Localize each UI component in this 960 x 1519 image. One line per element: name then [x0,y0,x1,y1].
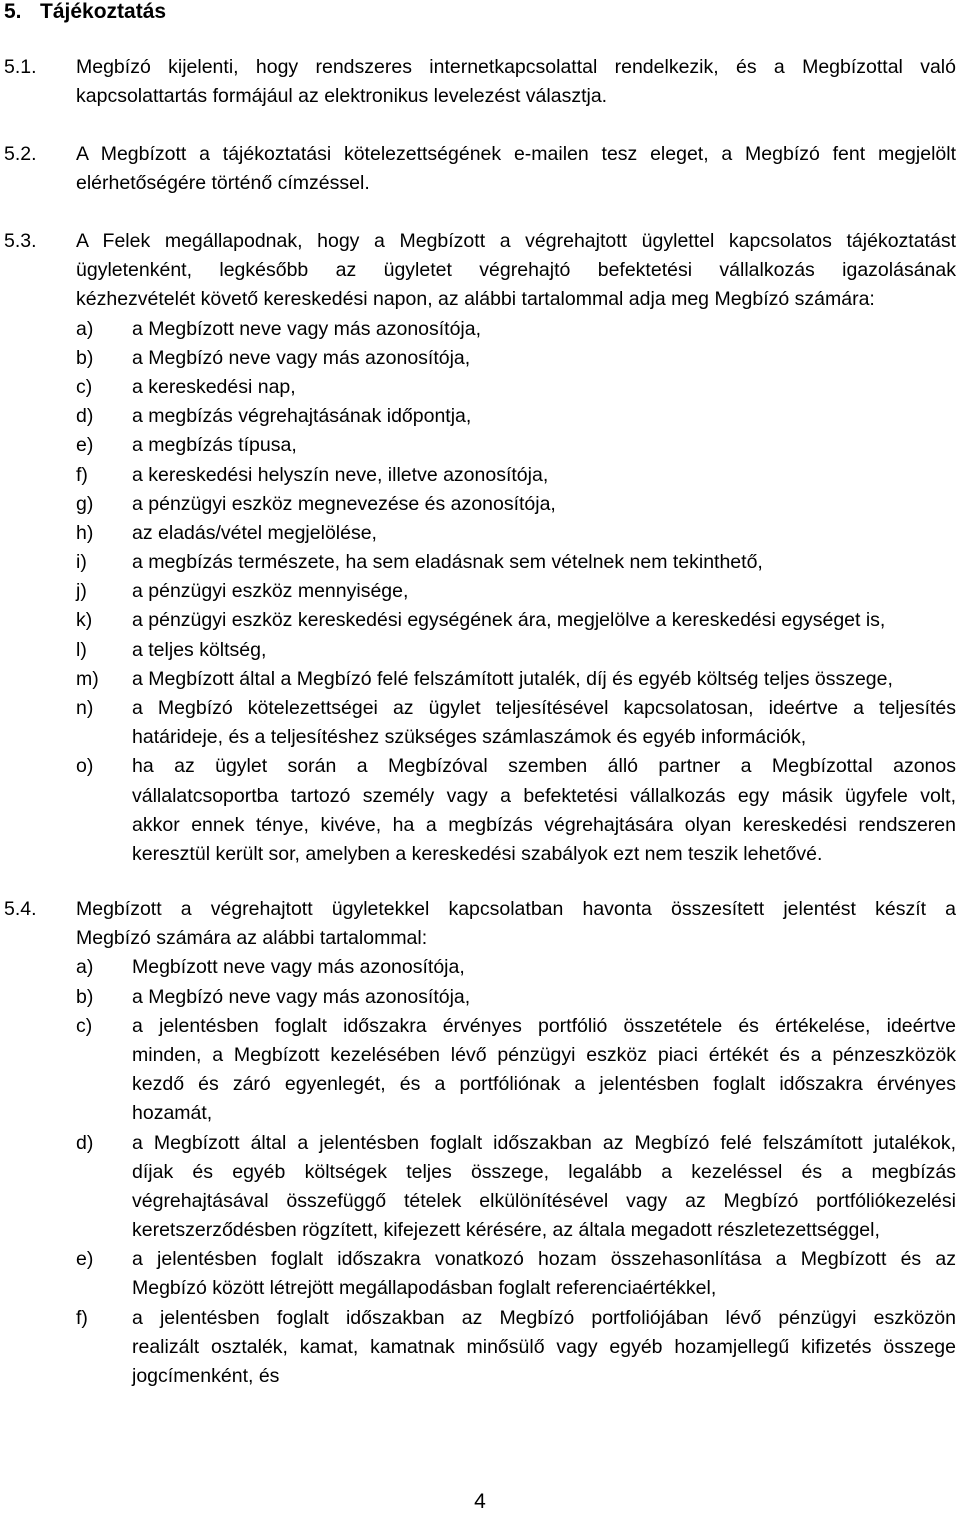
line-text: a megbízás végrehajtásának időpontja, [132,405,472,428]
list-item-label: l) [76,638,87,661]
line-text: a Megbízó kötelezettségei az ügylet teljesítésével kapcsolatosan, ideértve a teljesítés [132,697,956,719]
list-item-label: b) [76,985,94,1008]
section-number: 5.2. [4,143,37,165]
list-item-label: k) [76,609,93,632]
list-item [4,983,956,1012]
list-item-line [4,1333,956,1362]
paragraph-line [4,82,956,111]
line-text: a Megbízott által a jelentésben foglalt időszakban az Megbízó felé felszámított jutalékok, [132,1131,956,1154]
line-text: akkor ennek ténye, kivéve, ha a megbízás végrehajtására olyan kereskedési rendszeren [132,813,956,836]
line-text: A Megbízott a tájékoztatási kötelezettségének e-mailen tesz eleget, a Megbízó fent megjelölt [76,143,956,165]
list-item-line [4,490,956,519]
line-text: vállalatcsoportba tartozó személy vagy a befektetési vállalkozás egy másik ügyfele volt, [132,784,956,807]
list-item [4,461,956,490]
list-item [4,665,956,694]
line-text: ügyletenként, legkésőbb az ügyletet végrehajtó befektetési vállalkozás igazolásának [76,259,956,282]
list-item-line [4,431,956,460]
paragraph-line [4,256,956,285]
line-text: ha az ügylet során a Megbízóval szemben álló partner a Megbízottal azonos [132,755,956,778]
list-item-label: n) [76,697,94,719]
list-item-label: o) [76,755,94,778]
line-text: Megbízó számára az alábbi tartalommal: [76,927,428,950]
line-text: a Megbízó neve vagy más azonosítója, [132,985,471,1008]
list-item [4,694,956,752]
line-text: hozamát, [132,1102,213,1125]
list-item-line [4,1099,956,1128]
list-item-line [4,723,956,752]
list-item-line [4,1245,956,1274]
list-item [4,953,956,982]
paragraph-line [4,285,956,314]
paragraph-line [4,53,956,82]
section-5-1 [4,53,956,111]
line-text: kezdő és záró egyenlegét, és a portfóliónak a jelentésben foglalt időszakra érvényes [132,1073,956,1096]
paragraph-line [4,895,956,924]
list-item [4,402,956,431]
list-item-line [4,577,956,606]
line-text: a Megbízó neve vagy más azonosítója, [132,346,471,369]
heading-title: Tájékoztatás [40,0,167,23]
line-text: kézhezvételét követő kereskedési napon, az alábbi tartalommal adja meg Megbízó számára: [76,288,875,311]
section-5-4 [4,895,956,1391]
list-item [4,519,956,548]
list-item-label: e) [76,1248,94,1271]
line-text: az eladás/vétel megjelölése, [132,521,377,544]
line-text: a megbízás típusa, [132,434,297,457]
list-item-line [4,665,956,694]
list-item-label: e) [76,434,94,457]
list-item-line [4,1070,956,1099]
list-item-label: f) [76,1306,88,1329]
line-text: keretszerződésben rögzített, kifejezett kérésére, az általa megadott részletezettséggel, [132,1219,880,1242]
list-item [4,344,956,373]
list-item [4,1012,956,1129]
list-item-line [4,315,956,344]
list-item-line [4,606,956,635]
list-item-label: c) [76,375,93,398]
paragraph-line [4,924,956,953]
list-item-label: h) [76,521,94,544]
list-item-line [4,953,956,982]
section-heading [4,0,166,26]
list-item-line [4,1274,956,1303]
line-text: a jelentésben foglalt időszakban az Megbízó portfoliójában lévő pénzügyi eszközön [132,1306,956,1329]
paragraph-line [4,169,956,198]
line-text: jogcímenként, és [132,1365,280,1387]
list-item [4,373,956,402]
list-item-label: a) [76,317,94,340]
list-item-line [4,1216,956,1245]
line-text: kapcsolattartás formájául az elektronikus levelezést választja. [76,85,608,108]
list-item-label: d) [76,405,94,428]
list-item-line [4,373,956,402]
list-item-line [4,840,956,869]
paragraph-line [4,227,956,256]
line-text: keresztül került sor, amelyben a kereskedési szabályok ezt nem teszik lehetővé. [132,842,823,865]
list-item-line [4,1129,956,1158]
list-item-line [4,402,956,431]
list-item-label: a) [76,956,94,979]
list-item-line [4,1041,956,1070]
list-item-line [4,983,956,1012]
line-text: Megbízott neve vagy más azonosítója, [132,956,465,979]
section-number: 5.4. [4,898,37,920]
line-text: A Felek megállapodnak, hogy a Megbízott a végrehajtott ügylettel kapcsolatos tájékoztatást [76,230,956,252]
list-item-line [4,694,956,723]
list-item [4,315,956,344]
line-text: a kereskedési nap, [132,375,296,398]
line-text: a pénzügyi eszköz megnevezése és azonosítója, [132,492,556,515]
list-item-line [4,752,956,781]
line-text: a pénzügyi eszköz kereskedési egységének ára, megjelölve a kereskedési egységet is, [132,609,886,632]
list-item-label: d) [76,1131,94,1154]
line-text: végrehajtásával összefüggő tételek elkülönítésével vagy az Megbízó portfóliókezelési [132,1189,956,1212]
section-number: 5.3. [4,230,37,252]
list-item-label: g) [76,492,94,515]
list-item-label: f) [76,463,88,486]
list-item [4,431,956,460]
section-5-3 [4,227,956,869]
list-item [4,1304,956,1392]
list-item [4,752,956,869]
line-text: a teljes költség, [132,638,267,661]
list-item-line [4,1012,956,1041]
list-item-label: j) [76,580,87,603]
list-item [4,577,956,606]
line-text: határideje, és a teljesítéshez szükséges számlaszámok és egyéb információk, [132,726,807,749]
page-number: 4 [474,1490,486,1513]
list-item-line [4,461,956,490]
list-item-line [4,1362,956,1391]
line-text: elérhetőségére történő címzéssel. [76,172,370,195]
line-text: minden, a Megbízott kezelésében lévő pénzügyi eszköz piaci értékét és a pénzeszközök [132,1043,956,1066]
list-item-line [4,811,956,840]
list-item-label: m) [76,667,99,690]
line-text: a Megbízott által a Megbízó felé felszámított jutalék, díj és egyéb költség teljes összege, [132,667,893,690]
list-item-line [4,344,956,373]
list-item-line [4,1187,956,1216]
list-item-line [4,1304,956,1333]
list-item-label: c) [76,1014,93,1037]
line-text: a jelentésben foglalt időszakra vonatkozó hozam összehasonlítása a Megbízott és az [132,1248,956,1271]
list-item-line [4,519,956,548]
list-item [4,548,956,577]
line-text: a pénzügyi eszköz mennyisége, [132,580,409,603]
list-item-label: b) [76,346,94,369]
paragraph-line [4,140,956,169]
line-text: Megbízó kijelenti, hogy rendszeres internetkapcsolattal rendelkezik, és a Megbízottal való [76,56,956,78]
list-item [4,636,956,665]
list-item [4,1129,956,1246]
list-item [4,1245,956,1303]
line-text: Megbízó között létrejött megállapodásban foglalt referenciaértékkel, [132,1277,717,1300]
list-item [4,606,956,635]
list-item-line [4,636,956,665]
list-item-line [4,548,956,577]
line-text: díjak és egyéb költségek teljes összege, legalább a kezeléssel és a megbízás [132,1160,956,1183]
line-text: Megbízott a végrehajtott ügyletekkel kapcsolatban havonta összesített jelentést készít a [76,898,956,920]
line-text: a Megbízott neve vagy más azonosítója, [132,317,482,340]
line-text: a megbízás természete, ha sem eladásnak sem vételnek nem tekinthető, [132,551,763,574]
line-text: realizált osztalék, kamat, kamatnak minősülő vagy egyéb hozamjellegű kifizetés összege [132,1335,956,1358]
section-number: 5.1. [4,56,37,78]
line-text: a kereskedési helyszín neve, illetve azonosítója, [132,463,549,486]
section-5-2 [4,140,956,198]
list-item-line [4,1158,956,1187]
list-item-label: i) [76,551,87,574]
list-item-line [4,782,956,811]
heading-number: 5. [4,0,22,23]
line-text: a jelentésben foglalt időszakra érvényes portfólió összetétele és értékelése, ideértve [132,1014,956,1037]
list-item [4,490,956,519]
